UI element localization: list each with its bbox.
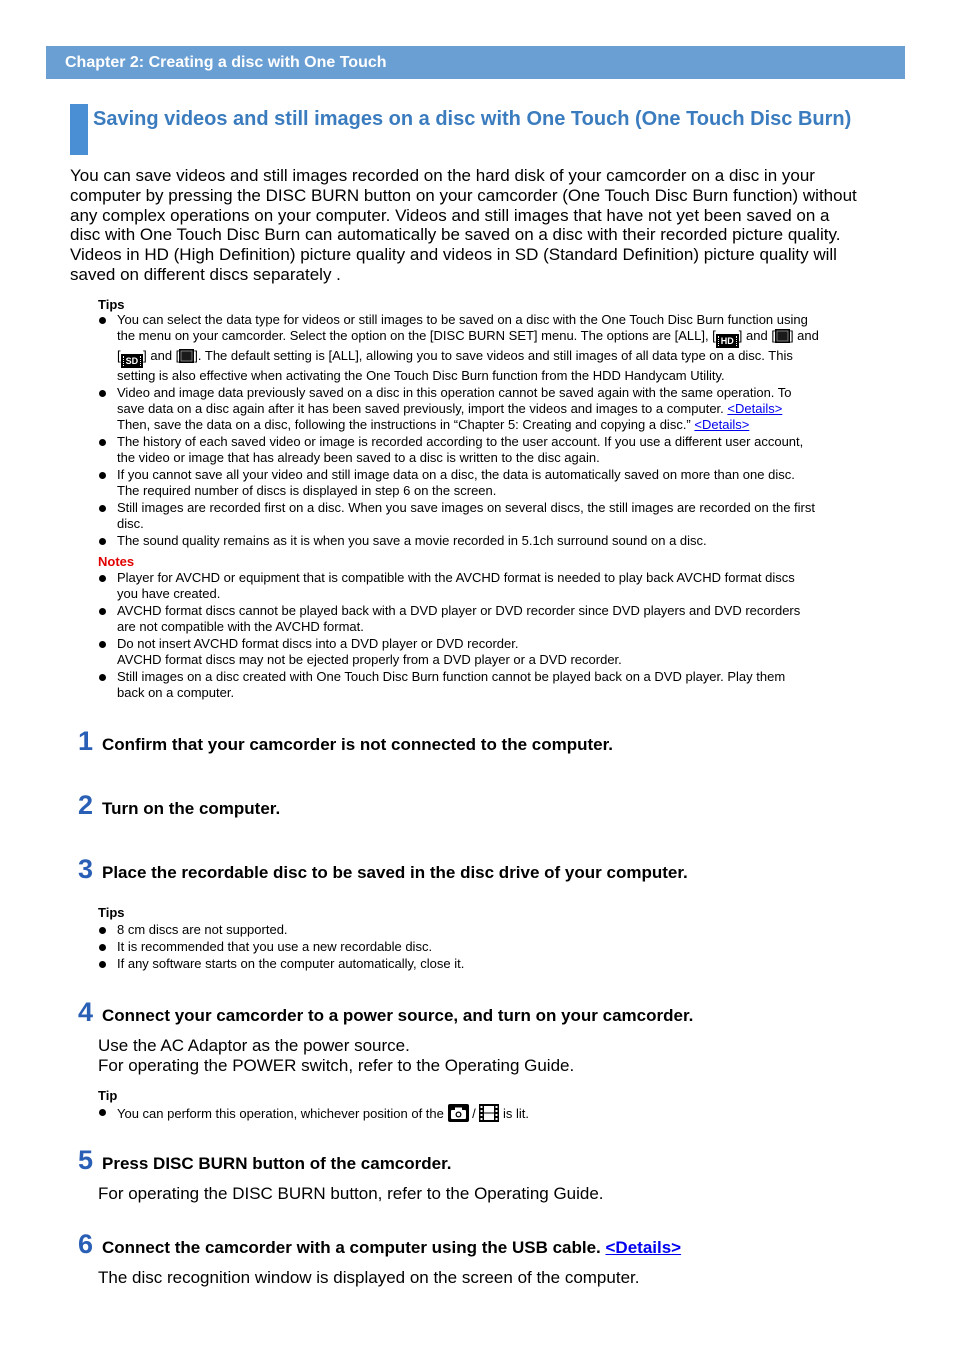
bullet-icon (99, 674, 106, 681)
item-line (117, 516, 819, 532)
tip-item (98, 467, 819, 499)
bullet-icon (99, 439, 106, 446)
text-run: Then, save the data on a disc, following the instructions in “Chapter 5: Creating and copying a disc.” (117, 417, 695, 432)
item-line (117, 500, 819, 516)
text-run: Do not insert AVCHD format discs into a DVD player or DVD recorder. (117, 636, 519, 651)
step-6-body (98, 1268, 639, 1288)
step-4 (78, 997, 694, 1027)
item-line (117, 619, 800, 635)
tip-item (98, 922, 464, 938)
step-body-line: For operating the POWER switch, refer to the Operating Guide. (98, 1056, 575, 1075)
item-line (117, 467, 819, 483)
bullet-icon (99, 1109, 106, 1116)
text-run: you have created. (117, 586, 221, 601)
item-line (117, 533, 819, 549)
text-run: ] and [ (738, 328, 775, 343)
text-run: You can select the data type for videos or still images to be saved on a disc with the One Touch Disc Burn function using (117, 312, 808, 327)
text-run: If you cannot save all your video and still image data on a disc, the data is automatically saved on more than one disc. (117, 467, 795, 482)
item-line (117, 385, 819, 401)
note-item (98, 603, 800, 635)
text-run: It is recommended that you use a new recordable disc. (117, 939, 433, 954)
item-line (117, 922, 464, 938)
step-title: Confirm that your camcorder is not connected to the computer. (102, 735, 614, 754)
step-title-text: Connect the camcorder with a computer using the USB cable. (102, 1238, 601, 1257)
item-line (117, 312, 819, 328)
text-run: is lit. (499, 1106, 529, 1121)
item-line (117, 434, 819, 450)
text-run: the video or image that has already been saved to a disc is written to the disc again. (117, 450, 600, 465)
text-run: disc. (117, 516, 144, 531)
section-title-marker (70, 104, 88, 155)
step-3 (78, 854, 688, 884)
bullet-icon (99, 505, 106, 512)
tip-item (98, 500, 819, 532)
text-run: / (468, 1106, 480, 1121)
bullet-icon (99, 317, 106, 324)
bullet-icon (99, 538, 106, 545)
text-run: ] and [ (143, 348, 180, 363)
text-run: AVCHD format discs cannot be played back with a DVD player or DVD recorder since DVD players and DVD recorders (117, 603, 801, 618)
tip-item (98, 312, 819, 384)
hd-icon (716, 334, 739, 348)
step-title: Press DISC BURN button of the camcorder. (102, 1154, 452, 1173)
step-title: Turn on the computer. (102, 799, 281, 818)
details-link[interactable]: <Details> (694, 417, 750, 432)
step-body-line: The disc recognition window is displayed on the screen of the computer. (98, 1268, 640, 1287)
text-run: setting is also effective when activating the One Touch Disc Burn function from the HDD Handycam Utility. (117, 368, 725, 383)
item-line (117, 417, 819, 433)
step-3-tips-list (98, 922, 464, 973)
item-line (117, 483, 819, 499)
item-line (117, 401, 819, 417)
item-line (117, 636, 800, 652)
step-2 (78, 790, 281, 820)
tip-item (98, 939, 464, 955)
text-run: You can perform this operation, whichever position of the (117, 1106, 448, 1121)
step-body-line: Use the AC Adaptor as the power source. (98, 1036, 410, 1055)
text-run: 8 cm discs are not supported. (117, 922, 288, 937)
text-run: Video and image data previously saved on a disc in this operation cannot be saved again with the same operation. To (117, 385, 792, 400)
text-run: save data on a disc again after it has been saved previously, import the videos and images to a computer. (117, 401, 728, 416)
tip-item (98, 956, 464, 972)
tip-item (98, 434, 819, 466)
text-run: are not compatible with the AVCHD format. (117, 619, 364, 634)
item-line (117, 586, 800, 602)
tip-item (98, 1104, 529, 1122)
camera-icon (448, 1104, 469, 1122)
item-line (117, 685, 800, 701)
item-line (117, 450, 819, 466)
note-item (98, 570, 800, 602)
bullet-icon (99, 575, 106, 582)
text-run: AVCHD format discs may not be ejected properly from a DVD player or a DVD recorder. (117, 652, 622, 667)
item-line (117, 939, 464, 955)
intro-paragraph: You can save videos and still images recorded on the hard disk of your camcorder on a disc in your computer by pressing the DISC BURN button on your camcorder (One Touch Disc Burn function) without any complex operations on your computer. Videos and still images that have not yet been saved on a disc with One Touch Disc Burn can automatically be saved on a disc with their recorded picture quality. Videos in HD (High Definition) picture quality and videos in SD (Standard Definition) picture quality will saved on different discs separately . (70, 166, 857, 284)
item-line (117, 669, 800, 685)
text-run: back on a computer. (117, 685, 235, 700)
tip-item (98, 385, 819, 433)
step-4-tip-list (98, 1104, 529, 1123)
step-title: Connect your camcorder to a power source, and turn on your camcorder. (102, 1006, 694, 1025)
bullet-icon (99, 641, 106, 648)
item-line (117, 1104, 529, 1122)
details-link[interactable]: <Details> (727, 401, 783, 416)
bullet-icon (99, 608, 106, 615)
step-number: 2 (78, 790, 94, 820)
step-title (102, 1237, 681, 1259)
step-4-body (98, 1036, 574, 1076)
bullet-icon (99, 927, 106, 934)
still-image-icon (775, 329, 790, 343)
still-image-icon (179, 349, 194, 363)
step-title: Place the recordable disc to be saved in the disc drive of your computer. (102, 863, 688, 882)
bullet-icon (99, 944, 106, 951)
step-number: 5 (78, 1145, 94, 1175)
step-number: 4 (78, 997, 94, 1027)
notes-label: Notes (98, 554, 135, 569)
note-item (98, 636, 800, 668)
chapter-title: Chapter 2: Creating a disc with One Touch (65, 54, 387, 71)
step-4-tip-label: Tip (98, 1088, 118, 1103)
details-link[interactable]: <Details> (605, 1238, 682, 1257)
step-3-tips-label: Tips (98, 905, 125, 920)
item-line (117, 328, 819, 348)
note-item (98, 669, 800, 701)
tips-list (98, 312, 819, 550)
item-line (117, 348, 819, 368)
item-line (117, 570, 800, 586)
text-run: Player for AVCHD or equipment that is compatible with the AVCHD format is needed to play back AVCHD format discs (117, 570, 795, 585)
item-line (117, 956, 464, 972)
text-run: [ (117, 348, 121, 363)
sd-icon-label: SD (123, 356, 142, 366)
notes-list (98, 570, 800, 702)
hd-icon-label: HD (718, 336, 737, 346)
section-title: Saving videos and still images on a disc with One Touch (One Touch Disc Burn) (93, 108, 852, 130)
step-body-line: For operating the DISC BURN button, refer to the Operating Guide. (98, 1184, 604, 1203)
text-run: The sound quality remains as it is when you save a movie recorded in 5.1ch surround sound on a disc. (117, 533, 707, 548)
text-run: If any software starts on the computer automatically, close it. (117, 956, 465, 971)
text-run: ] and (789, 328, 819, 343)
text-run: ]. The default setting is [ALL], allowing you to save videos and still images of all data type on a disc. This (194, 348, 793, 363)
tips-label: Tips (98, 297, 125, 312)
item-line (117, 603, 800, 619)
item-line (117, 368, 819, 384)
tip-item (98, 533, 819, 549)
text-run: Still images on a disc created with One Touch Disc Burn function cannot be played back on a DVD player. Play them (117, 669, 786, 684)
step-number: 1 (78, 726, 94, 756)
step-5 (78, 1145, 452, 1175)
text-run: the menu on your camcorder. Select the option on the [DISC BURN SET] menu. The options are [ALL], [ (117, 328, 716, 343)
text-run: The history of each saved video or image is recorded according to the user account. If you use a different user account, (117, 434, 804, 449)
bullet-icon (99, 472, 106, 479)
text-run: Still images are recorded first on a disc. When you save images on several discs, the still images are recorded on the first (117, 500, 815, 515)
text-run: The required number of discs is displayed in step 6 on the screen. (117, 483, 497, 498)
step-6 (78, 1229, 682, 1259)
sd-icon (121, 354, 144, 368)
step-number: 3 (78, 854, 94, 884)
item-line (117, 652, 800, 668)
chapter-header-bar (46, 46, 905, 79)
step-5-body (98, 1184, 604, 1204)
bullet-icon (99, 390, 106, 397)
step-1 (78, 726, 614, 756)
film-icon (479, 1104, 499, 1122)
step-number: 6 (78, 1229, 94, 1259)
bullet-icon (99, 961, 106, 968)
